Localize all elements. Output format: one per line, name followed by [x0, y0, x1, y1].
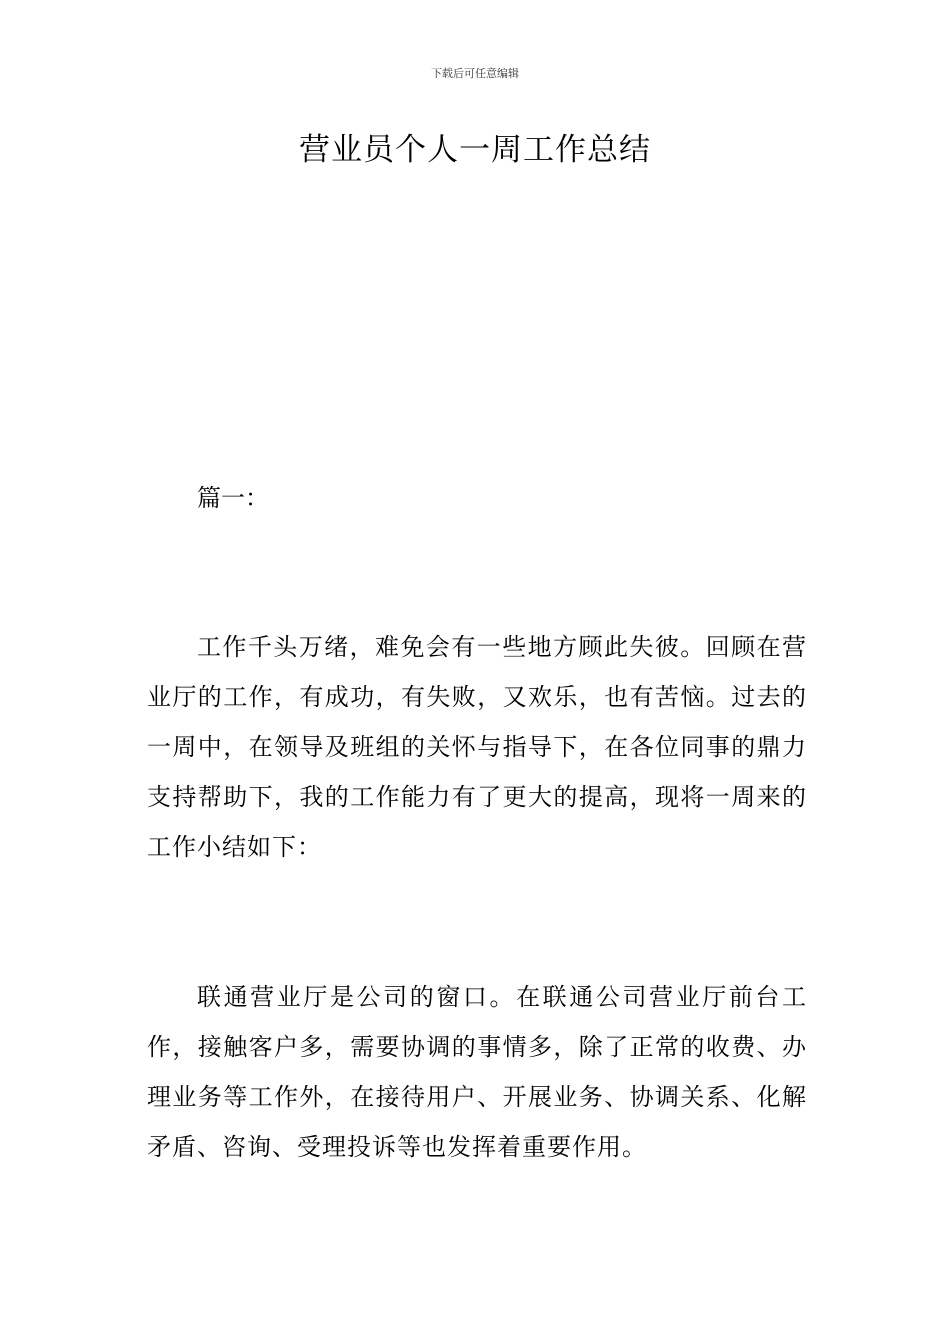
section-heading: 篇一： [197, 484, 269, 512]
document-title: 营业员个人一周工作总结 [299, 132, 651, 168]
body-paragraph-1: 工作千头万绪，难免会有一些地方顾此失彼。回顾在营业厅的工作，有成功，有失败，又欢乐，也有苦恼。过去的一周中，在领导及班组的关怀与指导下，在各位同事的鼎力支持帮助下，我的工作能力有了更大的提高，现将一周来的工作小结如下： [147, 633, 807, 861]
header-note: 下载后可任意编辑 [431, 67, 519, 80]
body-paragraph-2: 联通营业厅是公司的窗口。在联通公司营业厅前台工作，接触客户多，需要协调的事情多，除了正常的收费、办理业务等工作外，在接待用户、开展业务、协调关系、化解矛盾、咨询、受理投诉等也发挥着重要作用。 [147, 983, 807, 1161]
